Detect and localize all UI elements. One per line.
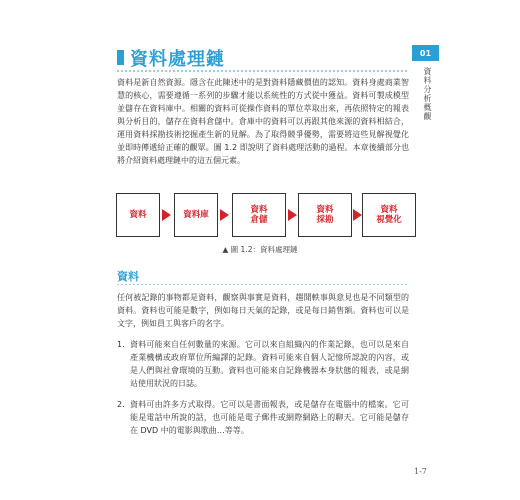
list-item-text: 資料可能來自任何數量的來源。它可以來自組織內的作業記錄，也可以是來自產業機構或政府單位所編譯的記錄。資料可能來自個人記憶所認說的內容，或是人們與社會環境的互動。資料也可能來自記錄機器本身狀態的報表，或是網站使用狀況的日誌。 <box>130 340 409 388</box>
chain-step-data-warehouse: 資料 倉儲 <box>232 193 286 237</box>
subsection-dotted-rule <box>117 284 407 285</box>
list-item-number: 1. <box>117 340 125 349</box>
chapter-tab-label: 資料分析概觀 <box>423 67 432 121</box>
chapter-tab: 01 <box>412 45 439 61</box>
subsection-title: 資料 <box>117 270 139 283</box>
chain-step-data: 資料 <box>116 193 160 237</box>
chain-arrow-icon <box>220 209 229 221</box>
data-paragraph: 任何被記錄的事物都是資料，觀察與事實是資料，趨聞軼事與意見也是不同類型的資料。資料也可能是數字，例如每日天氣的記錄，或是每日銷售額。資料也可以是文字，例如員工與客戶的名字。 <box>117 293 409 328</box>
chain-step-database: 資料庫 <box>174 193 218 237</box>
heading-dotted-rule <box>117 70 407 72</box>
chain-arrow-icon <box>162 209 171 221</box>
data-chain-diagram <box>116 193 414 239</box>
chain-step-data-mining: 資料 採勘 <box>298 193 352 237</box>
heading-accent-bar <box>117 50 124 65</box>
section-title: 資料處理鏈 <box>130 49 225 70</box>
chain-arrow-icon <box>353 209 362 221</box>
chain-step-data-visualization: 資料 視覺化 <box>362 193 416 237</box>
chain-arrow-icon <box>288 209 297 221</box>
intro-paragraph: 資料是新自然資源。隱含在此陳述中的是對資料隱藏價值的認知。資料身處商業智慧的核心，需要遵循一系列的步驟才能以系統性的方式從中獲益。資料可製成模型並儲存在資料庫中。相關的資料可從操作資料的單位萃取出來，再依照特定的報表與分析目的，儲存在資料倉儲中。倉庫中的資料可以再跟其他來源的資料相結合，運用資料採勘技術挖掘產生新的見解。為了取得競爭優勢，需要將這些見解視覺化並即時傳遞給正確的觀眾。圖 1.2 即說明了資料處理活動的過程。本章後續部分也將介紹資料處理鏈中的這五個元素。 <box>117 78 409 165</box>
list-item-text: 資料可由許多方式取得。它可以是書面報表，或是儲存在電腦中的檔案。它可能是電話中所說的話，也可能是電子郵件或網際網路上的聊天。它可能是儲存在 DVD 中的電影與歌曲…等等。 <box>130 400 409 435</box>
page-number: 1-7 <box>414 467 427 476</box>
list-item-number: 2. <box>117 400 125 409</box>
figure-caption: ▲ 圖 1.2：資料處理鏈 <box>222 245 298 254</box>
